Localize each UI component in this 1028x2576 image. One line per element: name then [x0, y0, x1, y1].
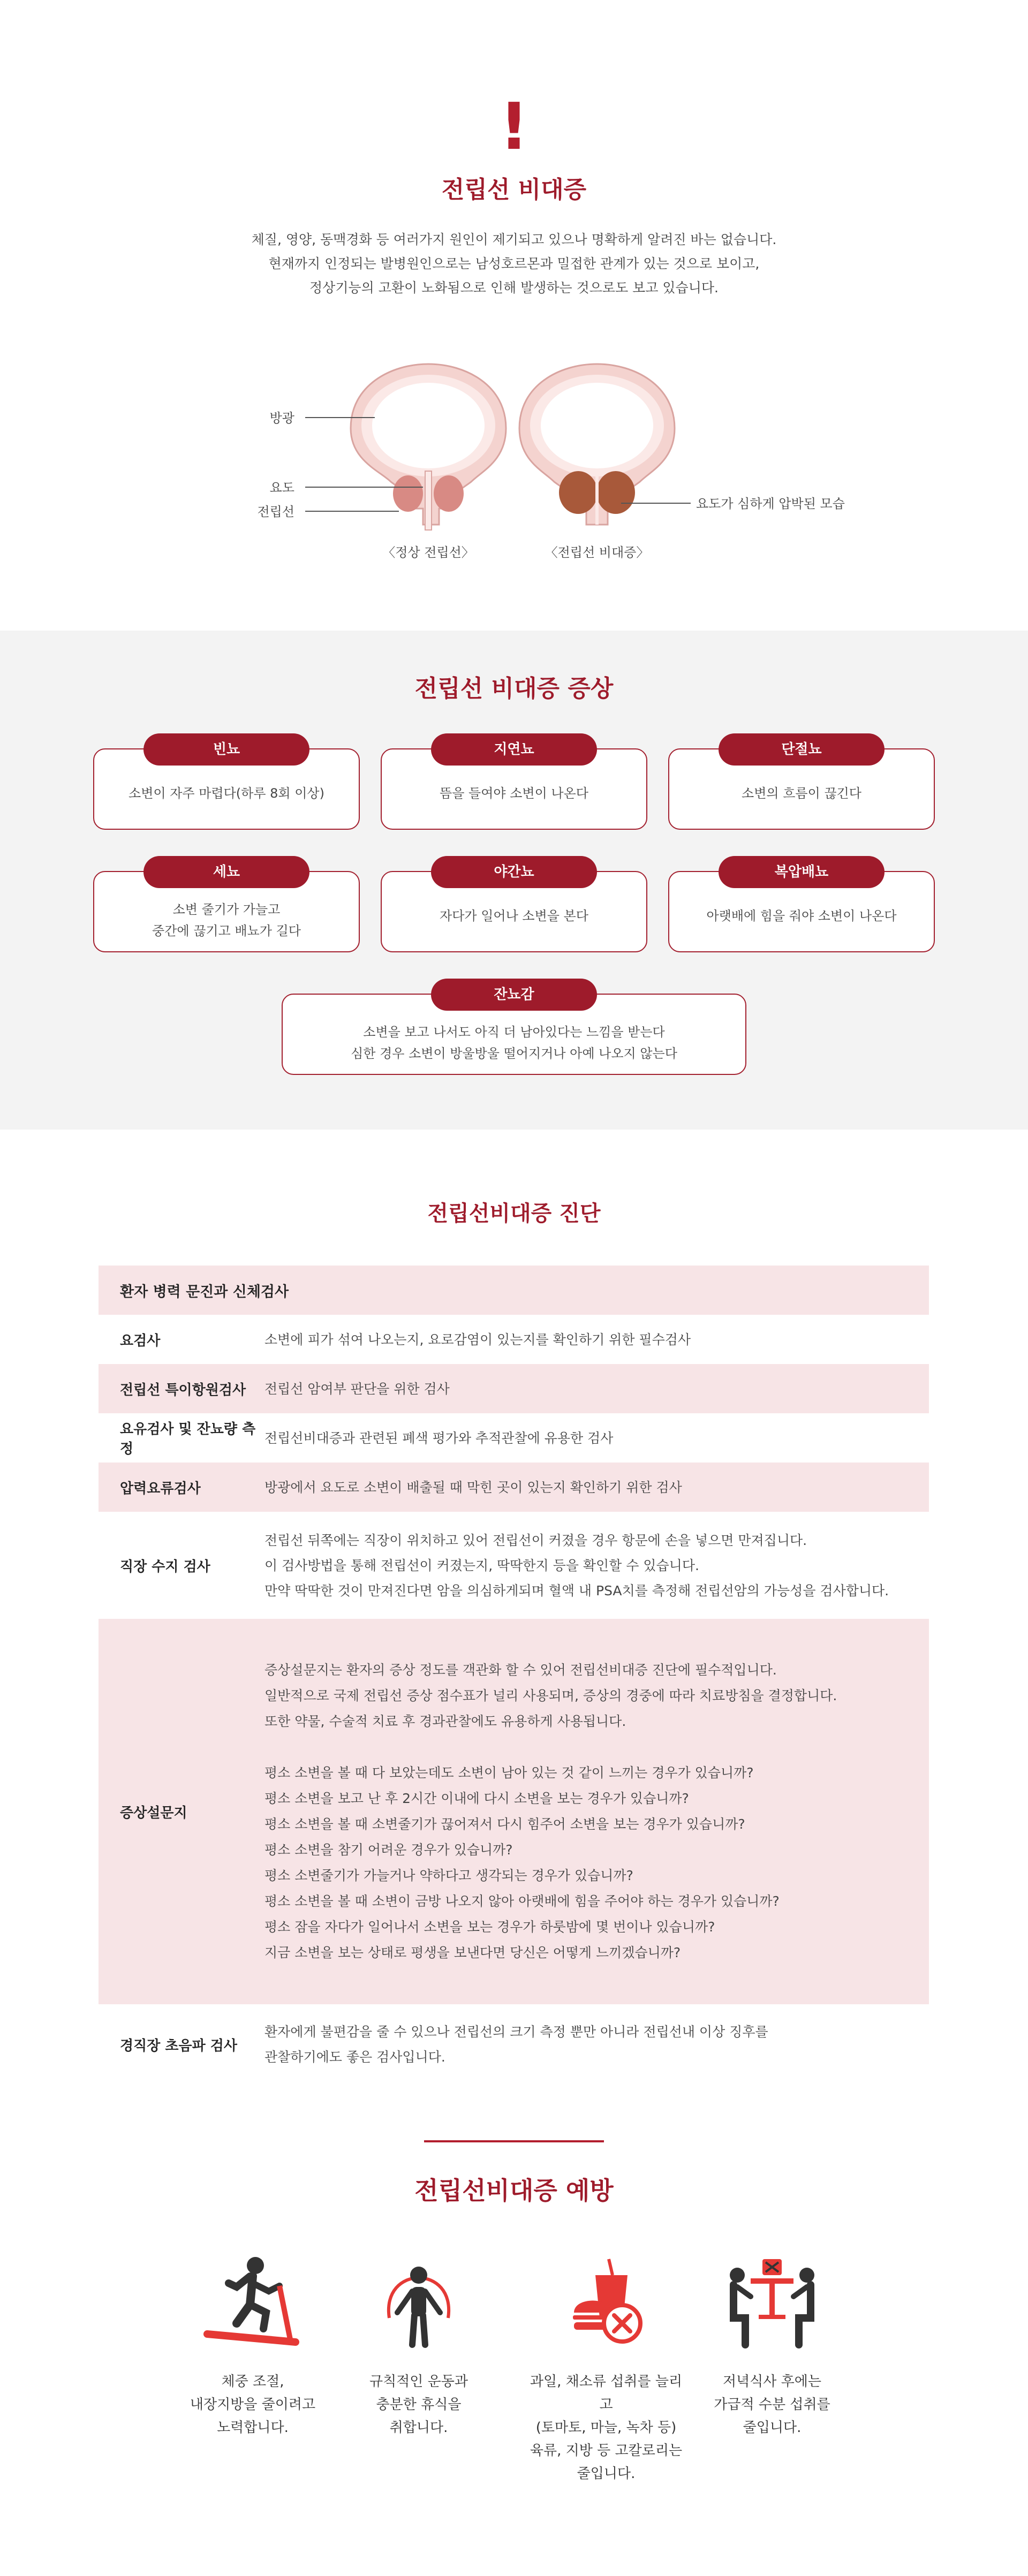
diagnosis-line: 전립선 뒤쪽에는 직장이 위치하고 있어 전립선이 커졌을 경우 항문에 손을 넣으면 만져집니다.: [264, 1532, 807, 1548]
symptom-line: 소변의 흐름이 끊긴다: [742, 786, 861, 801]
diagnosis-row: [99, 1364, 929, 1413]
diagnosis-line: 환자에게 불편감을 줄 수 있으나 전립선의 크기 측정 뿐만 아니라 전립선내 이상 징후를: [264, 2024, 768, 2040]
treadmill-icon: [199, 2254, 306, 2350]
diagnosis-value: [264, 1657, 929, 1966]
label-prostate: 전립선: [257, 504, 294, 519]
caption-enlarged: 〈전립선 비대증〉: [545, 545, 649, 560]
prevention-text: [526, 2370, 686, 2486]
diagnosis-header-row: [99, 1266, 929, 1315]
diagnosis-row: [99, 1413, 929, 1463]
diagnosis-line: 증상설문지는 환자의 증상 정도를 객관화 할 수 있어 전립선비대증 진단에 필수적입니다.: [264, 1662, 777, 1678]
prevention-line: 가급적 수분 섭취를: [714, 2397, 830, 2413]
diagnosis-row: [99, 1463, 929, 1512]
symptom-tag: 세뇨: [143, 856, 309, 888]
symptom-tag: 지연뇨: [431, 733, 597, 766]
prevention-line: 규칙적인 운동과: [369, 2374, 468, 2390]
symptom-line: 자다가 일어나 소변을 본다: [440, 908, 588, 923]
diagnosis-title: 전립선비대증 진단: [427, 1201, 601, 1226]
diagnosis-label: 압력요류검사: [120, 1480, 201, 1497]
intro-description: [0, 228, 1028, 300]
symptom-text: [94, 783, 359, 804]
diagnosis-label: 직장 수지 검사: [120, 1558, 210, 1575]
prevention-item: [172, 2254, 333, 2439]
diagnosis-line: 지금 소변을 보는 상태로 평생을 보낸다면 당신은 어떻게 느끼겠습니까?: [264, 1945, 681, 1960]
symptom-line: 소변 줄기가 가늘고: [172, 902, 281, 917]
no-fast-food-icon: [553, 2254, 660, 2350]
diagnosis-label: 요유검사 및 잔뇨량 측정: [120, 1421, 256, 1457]
jump-rope-icon: [365, 2254, 472, 2350]
symptom-card: [381, 864, 647, 952]
prevention-line: 줄입니다.: [743, 2420, 802, 2436]
symptom-text: [669, 905, 934, 927]
diagnosis-value: [264, 1475, 929, 1500]
diagnosis-line: 전립선 암여부 판단을 위한 검사: [264, 1381, 450, 1397]
symptom-card: [93, 864, 360, 952]
symptom-tag: 야간뇨: [431, 856, 597, 888]
symptom-line: 아랫배에 힘을 줘야 소변이 나온다: [706, 908, 897, 923]
diagnosis-row: [99, 1315, 929, 1364]
symptom-tag: 단절뇨: [719, 733, 885, 766]
prevention-item: [692, 2254, 852, 2439]
label-urethra: 요도: [269, 480, 294, 495]
intro-desc-line: 정상기능의 고환이 노화됨으로 인해 발생하는 것으로도 보고 있습니다.: [309, 280, 719, 296]
symptom-line: 심한 경우 소변이 방울방울 떨어지거나 아예 나오지 않는다: [351, 1046, 677, 1061]
prevention-line: 내장지방을 줄이려고: [190, 2397, 316, 2413]
diagnosis-label: 증상설문지: [120, 1805, 187, 1821]
prevention-line: 저녁식사 후에는: [722, 2374, 822, 2390]
diagnosis-label: 요검사: [120, 1332, 161, 1349]
symptom-card: [282, 987, 746, 1075]
symptom-card: [668, 864, 935, 952]
diagnosis-line: 평소 소변을 볼 때 다 보았는데도 소변이 남아 있는 것 같이 느끼는 경우가 있습니까?: [264, 1765, 754, 1781]
symptom-text: [382, 905, 646, 927]
symptom-text: [283, 1021, 745, 1064]
symptoms-title: 전립선 비대증 증상: [414, 675, 614, 702]
label-bladder: 방광: [269, 411, 294, 426]
diagnosis-line: 또한 약물, 수술적 치료 후 경과관찰에도 유용하게 사용됩니다.: [264, 1714, 626, 1729]
prevention-text: [172, 2370, 333, 2439]
diagnosis-header: 환자 병력 문진과 신체검사: [120, 1283, 289, 1300]
diagnosis-line: 전립선비대증과 관련된 폐색 평가와 추적관찰에 유용한 검사: [264, 1430, 614, 1446]
diagnosis-line: 평소 잠을 자다가 일어나서 소변을 보는 경우가 하룻밤에 몇 번이나 있습니까?: [264, 1919, 715, 1935]
prevention-line: 체중 조절,: [221, 2374, 284, 2390]
symptom-line: 소변이 자주 마렵다(하루 8회 이상): [128, 786, 324, 801]
prevention-line: 과일, 채소류 섭취를 늘리고: [530, 2374, 683, 2413]
diagnosis-line: 평소 소변줄기가 가늘거나 약하다고 생각되는 경우가 있습니까?: [264, 1868, 633, 1883]
prevention-title: 전립선비대증 예방: [414, 2176, 614, 2205]
diagnosis-line: 평소 소변을 볼 때 소변줄기가 끊어져서 다시 힘주어 소변을 보는 경우가 있습니까?: [264, 1816, 745, 1832]
enlarged-prostate-illustration: [519, 364, 675, 525]
symptom-text: [669, 783, 934, 804]
symptom-tag: 잔뇨감: [431, 979, 597, 1011]
diagnosis-line: 만약 딱딱한 것이 만져진다면 암을 의심하게되며 혈액 내 PSA치를 측정해 전립선암의 가능성을 검사합니다.: [264, 1582, 889, 1598]
diagnosis-value: [264, 2019, 929, 2070]
no-drink-icon: [719, 2254, 826, 2350]
diagnosis-value: [264, 1327, 929, 1352]
prevention-line: 취합니다.: [389, 2420, 448, 2436]
intro-section: [0, 0, 1028, 631]
symptom-text: [382, 783, 646, 804]
prevention-text: [338, 2370, 499, 2439]
diagnosis-row: [99, 1512, 929, 1619]
symptom-line: 중간에 끊기고 배뇨가 길다: [152, 923, 301, 938]
intro-title: 전립선 비대증: [441, 176, 587, 203]
prevention-line: (토마토, 마늘, 녹차 등): [535, 2420, 677, 2436]
symptom-card: [93, 741, 360, 830]
prevention-line: 노력합니다.: [217, 2420, 289, 2436]
prevention-item: [526, 2254, 686, 2486]
prevention-item: [338, 2254, 499, 2439]
prevention-divider: [424, 2140, 604, 2142]
symptom-tag: 빈뇨: [143, 733, 309, 766]
diagnosis-row: [99, 1619, 929, 2004]
caption-normal: 〈정상 전립선〉: [382, 545, 474, 560]
diagnosis-line: 일반적으로 국제 전립선 증상 점수표가 널리 사용되며, 증상의 경중에 따라 치료방침을 결정합니다.: [264, 1688, 837, 1703]
diagnosis-value: [264, 1376, 929, 1401]
intro-desc-line: 체질, 영양, 동맥경화 등 여러가지 원인이 제기되고 있으나 명확하게 알려진 바는 없습니다.: [251, 232, 777, 247]
prevention-line: 줄입니다.: [577, 2466, 636, 2482]
prevention-line: 충분한 휴식을: [376, 2397, 462, 2413]
symptom-tag: 복압배뇨: [719, 856, 885, 888]
diagnosis-value: [264, 1528, 929, 1603]
symptom-card: [668, 741, 935, 830]
prevention-text: [692, 2370, 852, 2439]
diagnosis-line: 평소 소변을 참기 어려운 경우가 있습니까?: [264, 1842, 513, 1858]
diagnosis-line: 관찰하기에도 좋은 검사입니다.: [264, 2049, 445, 2065]
symptom-line: 소변을 보고 나서도 아직 더 남아있다는 느낌을 받는다: [363, 1025, 665, 1040]
prostate-anatomy-diagram: [0, 343, 1028, 578]
diagnosis-line: 방광에서 요도로 소변이 배출될 때 막힌 곳이 있는지 확인하기 위한 검사: [264, 1479, 682, 1495]
diagnosis-label: 경직장 초음파 검사: [120, 2037, 238, 2054]
diagnosis-label: 전립선 특이항원검사: [120, 1382, 246, 1398]
diagnosis-line: 평소 소변을 보고 난 후 2시간 이내에 다시 소변을 보는 경우가 있습니까?: [264, 1791, 689, 1806]
symptom-card: [381, 741, 647, 830]
diagnosis-line: 평소 소변을 볼 때 소변이 금방 나오지 않아 아랫배에 힘을 주어야 하는 경우가 있습니까?: [264, 1893, 780, 1909]
diagnosis-line: 이 검사방법을 통해 전립선이 커졌는지, 딱딱한지 등을 확인할 수 있습니다.: [264, 1557, 699, 1573]
intro-desc-line: 현재까지 인정되는 발병원인으로는 남성호르몬과 밀접한 관계가 있는 것으로 보이고,: [268, 256, 760, 271]
label-compressed-urethra: 요도가 심하게 압박된 모습: [696, 496, 845, 511]
diagnosis-value: [264, 1426, 929, 1451]
diagnosis-line: 소변에 피가 섞여 나오는지, 요로감염이 있는지를 확인하기 위한 필수검사: [264, 1331, 691, 1347]
normal-prostate-illustration: [351, 364, 506, 530]
prevention-line: 육류, 지방 등 고칼로리는: [530, 2443, 683, 2459]
symptom-line: 뜸을 들여야 소변이 나온다: [440, 786, 588, 801]
symptom-text: [94, 899, 359, 942]
spacer: [264, 1734, 924, 1760]
exclamation-mark: !: [499, 90, 529, 164]
diagnosis-row: [99, 2004, 929, 2085]
